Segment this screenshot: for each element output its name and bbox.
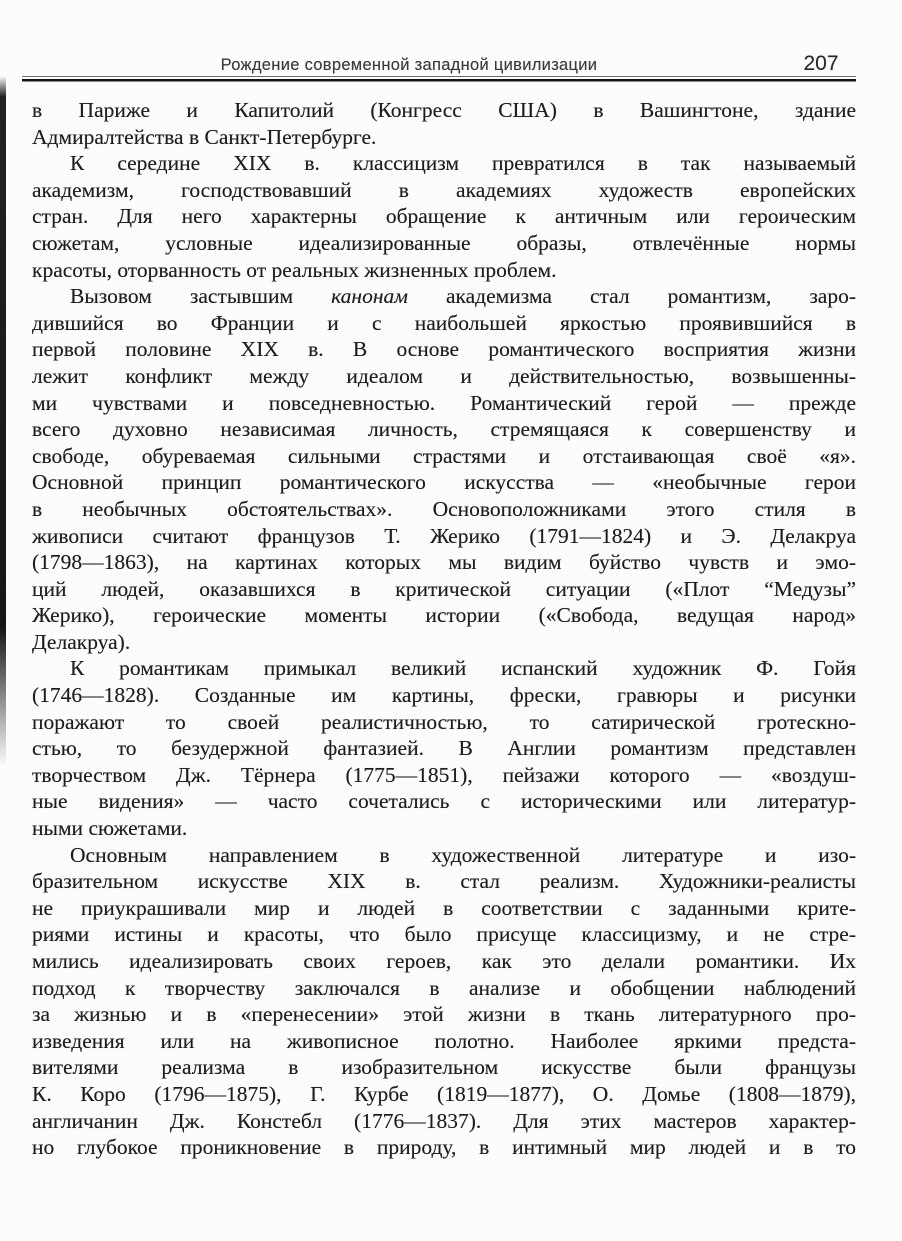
text-line: стью, то безудержной фантазией. В Англии романтизм представлен (32, 736, 856, 761)
paragraph (32, 97, 856, 150)
text-line: англичанин Дж. Констебл (1776—1837). Для этих мастеров характер- (32, 1108, 856, 1133)
text-line: ные видения» — часто сочетались с историческими или литератур- (32, 789, 856, 814)
body-text (32, 97, 856, 1161)
text-line: Делакруа). (32, 629, 131, 654)
page-number: 207 (803, 52, 839, 75)
paragraph (32, 150, 856, 283)
header-rule (22, 76, 856, 82)
running-title: Рождение современной западной цивилизации (220, 56, 598, 74)
text-line: К середине XIX в. классицизм превратился в так называемый (70, 151, 856, 176)
text-line: за жизнью и в «перенесении» этой жизни в ткань литературного про- (32, 1002, 856, 1027)
text-line: академизм, господствовавший в академиях художеств европейских (32, 177, 856, 202)
text-line: К. Коро (1796—1875), Г. Курбе (1819—1877), О. Домье (1808—1879), (32, 1081, 856, 1106)
text-line: Основной принцип романтического искусства — «необычные герои (32, 470, 856, 495)
text-line: первой половине XIX в. В основе романтического восприятия жизни (32, 337, 856, 362)
text-line: ными сюжетами. (32, 816, 188, 841)
text-line: (1746—1828). Созданные им картины, фрески, гравюры и рисунки (32, 683, 856, 708)
text-line: дившийся во Франции и с наибольшей яркостью проявившийся в (32, 310, 856, 335)
text-line: живописи считают французов Т. Жерико (1791—1824) и Э. Делакруа (32, 523, 856, 548)
text-line: Адмиралтейства в Санкт-Петербурге. (32, 124, 377, 149)
scan-artifact-left-edge (0, 76, 6, 766)
text-line: мились идеализировать своих героев, как это делали романтики. Их (32, 949, 856, 973)
paragraph (32, 842, 856, 1161)
text-line: Основным направлением в художественной литературе и изо- (70, 842, 856, 867)
text-line: творчеством Дж. Тёрнера (1775—1851), пейзажи которого — «воздуш- (32, 762, 856, 787)
text-line: изведения или на живописное полотно. Наиболее яркими предста- (32, 1028, 856, 1053)
text-line: ми чувствами и повседневностью. Романтический герой — прежде (32, 390, 856, 415)
text-line: ций людей, оказавшихся в критической ситуации («Плот “Медузы” (32, 576, 856, 601)
text-line: всего духовно независимая личность, стремящаяся к совершенству и (32, 417, 856, 442)
text-line: в Париже и Капитолий (Конгресс США) в Вашингтоне, здание (32, 98, 856, 122)
text-line: в необычных обстоятельствах». Основоположниками этого стиля в (32, 496, 856, 521)
text-line: К романтикам примыкал великий испанский художник Ф. Гойя (70, 656, 856, 681)
text-line: стран. Для него характерны обращение к античным или героическим (32, 204, 856, 229)
text-line: поражают то своей реалистичностью, то сатирической гротескно- (32, 709, 856, 734)
text-line: красоты, оторванность от реальных жизненных проблем. (32, 257, 557, 282)
text-line: бразительном искусстве XIX в. стал реализм. Художники-реалисты (32, 869, 856, 894)
paragraph (32, 655, 856, 841)
text-line: Вызовом застывшим канонам академизма стал романтизм, заро- (70, 284, 857, 309)
text-line: Жерико), героические моменты истории («Свобода, ведущая народ» (32, 603, 856, 628)
text-line: вителями реализма в изобразительном искусстве были французы (32, 1055, 856, 1080)
text-line: не приукрашивали мир и людей в соответствии с заданными крите- (32, 895, 856, 920)
text-line: лежит конфликт между идеалом и действительностью, возвышенны- (32, 363, 856, 388)
text-line: риями истины и красоты, что было присуще классицизму, и не стре- (32, 922, 856, 947)
paragraph (32, 283, 856, 655)
running-head (32, 52, 856, 76)
text-line: (1798—1863), на картинах которых мы видим буйство чувств и эмо- (32, 550, 856, 575)
text-line: но глубокое проникновение в природу, в интимный мир людей и в то (32, 1135, 856, 1160)
text-line: сюжетам, условные идеализированные образы, отвлечённые нормы (32, 230, 856, 255)
text-line: подход к творчеству заключался в анализе и обобщении наблюдений (32, 975, 856, 1000)
text-line: свободе, обуреваемая сильными страстями и отстаивающая своё «я». (32, 443, 856, 468)
